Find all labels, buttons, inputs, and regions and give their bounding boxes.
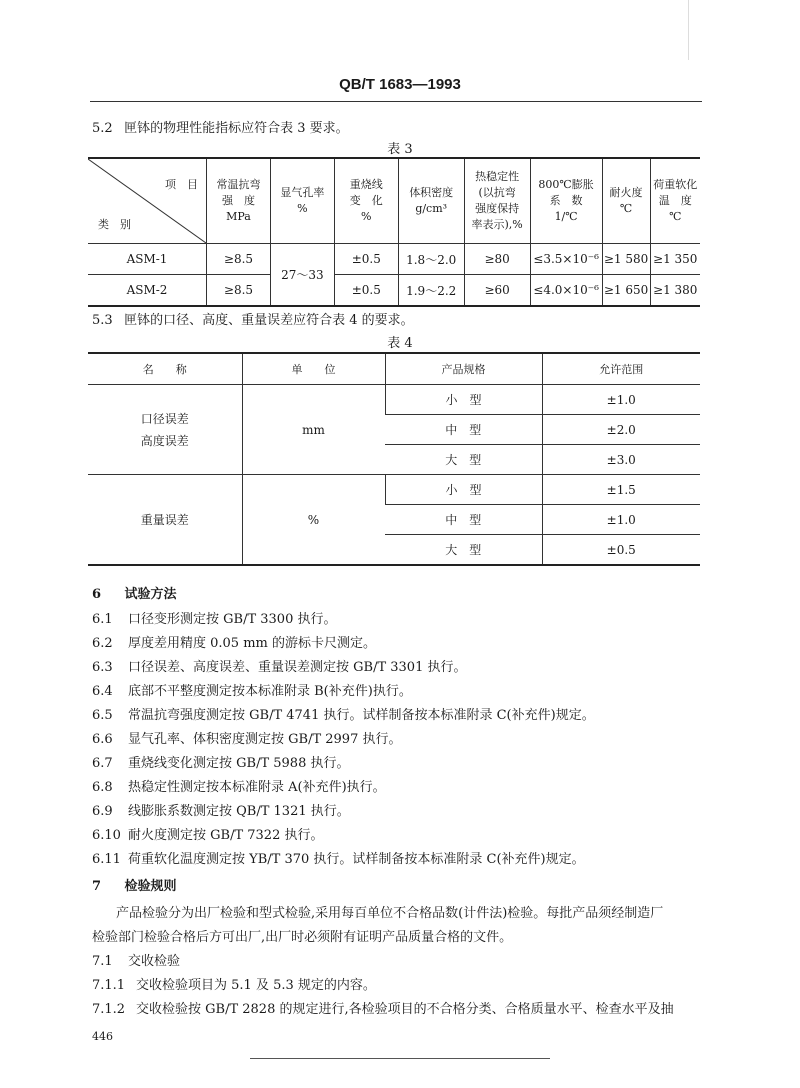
cell-refractoriness: ≥1 580: [602, 244, 650, 275]
table-3: [88, 157, 700, 307]
table4-caption: 表 4: [387, 336, 413, 351]
cell-thermal: ≥80: [464, 244, 530, 275]
list-item: 6.4 底部不平整度测定按本标准附录 B(补充件)执行。: [92, 684, 412, 699]
cell-strength: ≥8.5: [207, 244, 271, 275]
clause-7-1-2: 7.1.2 交收检验按 GB/T 2828 的规定进行,各检验项目的不合格分类、合格质量水平、检查水平及抽: [92, 1002, 674, 1017]
clause-5-2: [92, 117, 349, 136]
clause-5-3: [92, 309, 414, 328]
section-6-list: [92, 608, 595, 872]
list-item: 6.3 口径误差、高度误差、重量误差测定按 GB/T 3301 执行。: [92, 660, 467, 675]
diagonal-header-cell: [88, 158, 207, 244]
section-title-text: 试验方法: [124, 587, 177, 602]
cell-spec: 中 型: [385, 505, 542, 535]
cell-strength: ≥8.5: [207, 275, 271, 307]
cell-name: ASM-2: [88, 275, 207, 307]
cell-thermal: ≥60: [464, 275, 530, 307]
diag-category-label: 类 别: [98, 218, 131, 231]
cell-group2-unit: %: [242, 475, 385, 566]
section-7-body: [92, 902, 712, 1022]
list-item: 6.10 耐火度测定按 GB/T 7322 执行。: [92, 828, 324, 843]
header-thermal-stability: 热稳定性 (以抗弯 强度保持 率表示),%: [464, 158, 530, 244]
header-strength: 常温抗弯 强 度 MPa: [207, 158, 271, 244]
cell-name: ASM-1: [88, 244, 207, 275]
cell-range: ±1.5: [542, 475, 700, 505]
cell-spec: 小 型: [385, 385, 542, 415]
cell-expansion: ≤4.0×10⁻⁶: [530, 275, 602, 307]
header-density: 体积密度 g/cm³: [398, 158, 464, 244]
list-item: 6.11 荷重软化温度测定按 YB/T 370 执行。试样制备按本标准附录 C(补充件)规定。: [92, 852, 585, 867]
page-number: 446: [92, 1030, 113, 1043]
scan-artifact-line: [688, 0, 689, 60]
header-linear-change: 重烧线 变 化 %: [334, 158, 398, 244]
section-6-title: [92, 583, 177, 602]
clause-text: 匣钵的口径、高度、重量误差应符合表 4 的要求。: [124, 313, 414, 328]
cell-group2-name: 重量误差: [88, 475, 242, 566]
list-item: 6.1 口径变形测定按 GB/T 3300 执行。: [92, 612, 337, 627]
header-name: 名 称: [88, 353, 242, 385]
list-item: 6.7 重烧线变化测定按 GB/T 5988 执行。: [92, 756, 350, 771]
table-row: [88, 244, 700, 275]
cell-range: ±3.0: [542, 445, 700, 475]
list-item: 6.5 常温抗弯强度测定按 GB/T 4741 执行。试样制备按本标准附录 C(补充件)规定。: [92, 708, 595, 723]
section-number: 6: [92, 587, 102, 602]
table4-header-row: [88, 353, 700, 385]
intro-line-2: 检验部门检验合格后方可出厂,出厂时必须附有证明产品质量合格的文件。: [92, 930, 513, 945]
header-range: 允许范围: [542, 353, 700, 385]
clause-number: 5.2: [92, 121, 113, 136]
section-title-text: 检验规则: [124, 879, 177, 894]
cell-softening: ≥1 350: [650, 244, 700, 275]
cell-spec: 中 型: [385, 415, 542, 445]
cell-refractoriness: ≥1 650: [602, 275, 650, 307]
cell-group1-name: 口径误差 高度误差: [88, 385, 242, 475]
cell-range: ±1.0: [542, 385, 700, 415]
table3-header-row: [88, 158, 700, 244]
header-expansion: 800℃膨胀 系 数 1/℃: [530, 158, 602, 244]
cell-spec: 小 型: [385, 475, 542, 505]
cell-linear: ±0.5: [334, 275, 398, 307]
table-row: [88, 275, 700, 307]
list-item: 6.9 线膨胀系数测定按 QB/T 1321 执行。: [92, 804, 350, 819]
cell-porosity: 27～33: [270, 244, 334, 307]
cell-softening: ≥1 380: [650, 275, 700, 307]
header-porosity: 显气孔率 %: [270, 158, 334, 244]
cell-range: ±0.5: [542, 535, 700, 566]
cell-linear: ±0.5: [334, 244, 398, 275]
footer-rule: [250, 1058, 550, 1059]
table-4: [88, 352, 700, 566]
header-spec: 产品规格: [385, 353, 542, 385]
cell-expansion: ≤3.5×10⁻⁶: [530, 244, 602, 275]
cell-group1-unit: mm: [242, 385, 385, 475]
header-refractoriness: 耐火度 ℃: [602, 158, 650, 244]
cell-range: ±1.0: [542, 505, 700, 535]
intro-line-1: 产品检验分为出厂检验和型式检验,采用每百单位不合格品数(计件法)检验。每批产品须经制造厂: [116, 906, 664, 921]
table3-caption: 表 3: [387, 142, 413, 157]
header-softening: 荷重软化 温 度 ℃: [650, 158, 700, 244]
standard-header: QB/T 1683—1993: [339, 76, 461, 93]
list-item: 6.8 热稳定性测定按本标准附录 A(补充件)执行。: [92, 780, 386, 795]
cell-range: ±2.0: [542, 415, 700, 445]
clause-number: 5.3: [92, 313, 113, 328]
clause-7-1-1: 7.1.1 交收检验项目为 5.1 及 5.3 规定的内容。: [92, 978, 376, 993]
table-row: [88, 385, 700, 415]
header-rule: [90, 101, 702, 102]
clause-7-1: 7.1 交收检验: [92, 954, 181, 969]
list-item: 6.6 显气孔率、体积密度测定按 GB/T 2997 执行。: [92, 732, 402, 747]
header-unit: 单 位: [242, 353, 385, 385]
cell-density: 1.8～2.0: [398, 244, 464, 275]
clause-text: 匣钵的物理性能指标应符合表 3 要求。: [124, 121, 349, 136]
cell-spec: 大 型: [385, 535, 542, 566]
list-item: 6.2 厚度差用精度 0.05 mm 的游标卡尺测定。: [92, 636, 376, 651]
section-number: 7: [92, 879, 102, 894]
table-row: [88, 475, 700, 505]
cell-density: 1.9～2.2: [398, 275, 464, 307]
section-7-title: [92, 875, 177, 894]
cell-spec: 大 型: [385, 445, 542, 475]
diag-item-label: 项 目: [165, 178, 198, 191]
